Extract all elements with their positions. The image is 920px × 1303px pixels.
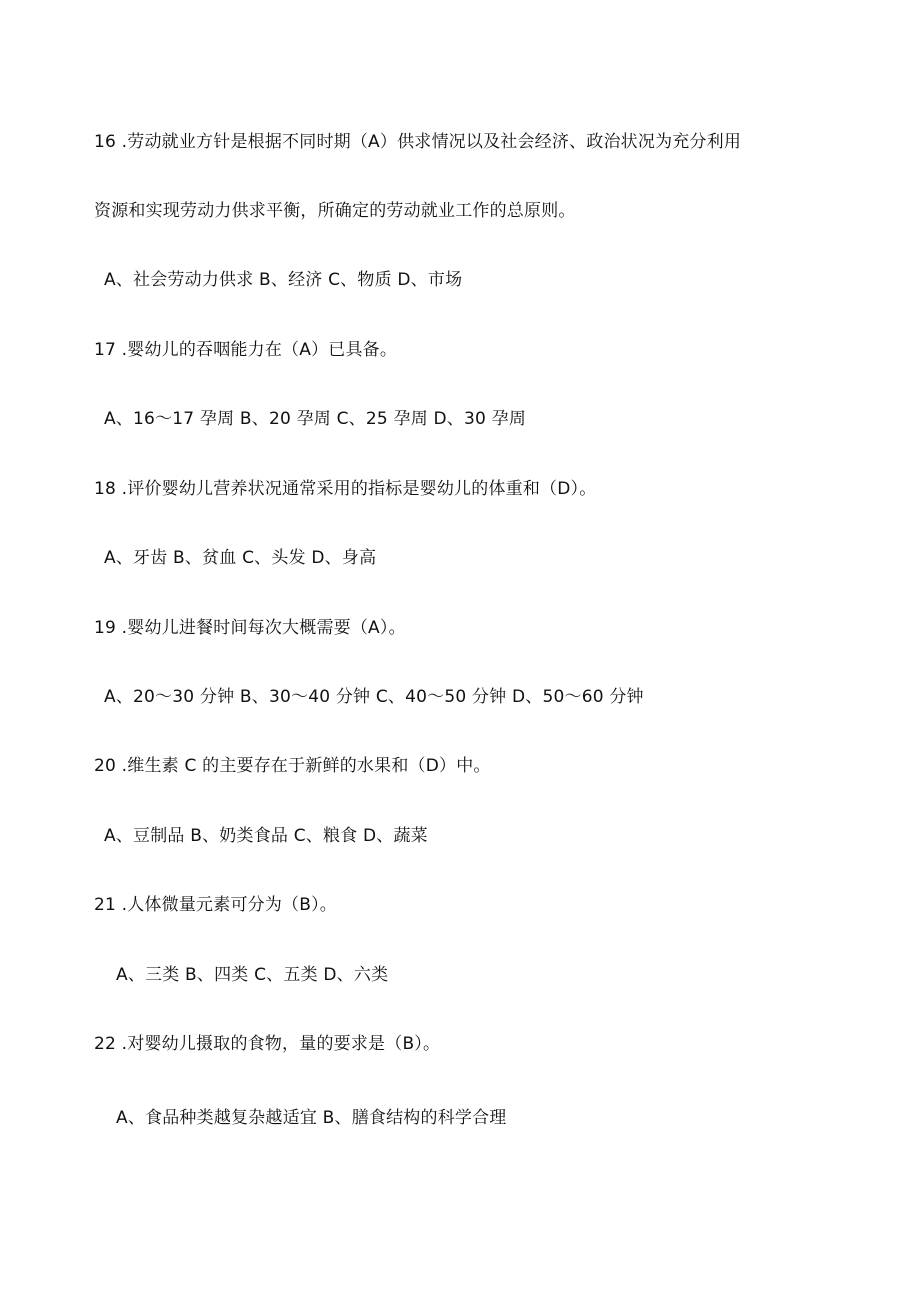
question-21-options: A、三类 B、四类 C、五类 D、六类 [116, 965, 389, 985]
question-17-text: 17 .婴幼儿的吞咽能力在（A）已具备。 [94, 340, 398, 360]
question-18-options: A、牙齿 B、贫血 C、头发 D、身高 [104, 548, 377, 568]
question-20-options: A、豆制品 B、奶类食品 C、粮食 D、蔬菜 [104, 826, 428, 846]
question-21-text: 21 .人体微量元素可分为（B）。 [94, 895, 338, 915]
question-19-options: A、20～30 分钟 B、30～40 分钟 C、40～50 分钟 D、50～60 分钟 [104, 687, 644, 707]
question-16-text-line-1: 16 .劳动就业方针是根据不同时期（A）供求情况以及社会经济、政治状况为充分利用 [94, 132, 742, 152]
question-20-text: 20 .维生素 C 的主要存在于新鲜的水果和（D）中。 [94, 756, 491, 776]
question-16-options: A、社会劳动力供求 B、经济 C、物质 D、市场 [104, 270, 463, 290]
question-18-text: 18 .评价婴幼儿营养状况通常采用的指标是婴幼儿的体重和（D）。 [94, 479, 597, 499]
question-19-text: 19 .婴幼儿进餐时间每次大概需要（A）。 [94, 618, 406, 638]
question-17-options: A、16～17 孕周 B、20 孕周 C、25 孕周 D、30 孕周 [104, 409, 527, 429]
question-16-text-line-2: 资源和实现劳动力供求平衡，所确定的劳动就业工作的总原则。 [94, 201, 576, 221]
question-22-options: A、食品种类越复杂越适宜 B、膳食结构的科学合理 [116, 1108, 507, 1128]
question-22-text: 22 .对婴幼儿摄取的食物，量的要求是（B）。 [94, 1034, 441, 1054]
